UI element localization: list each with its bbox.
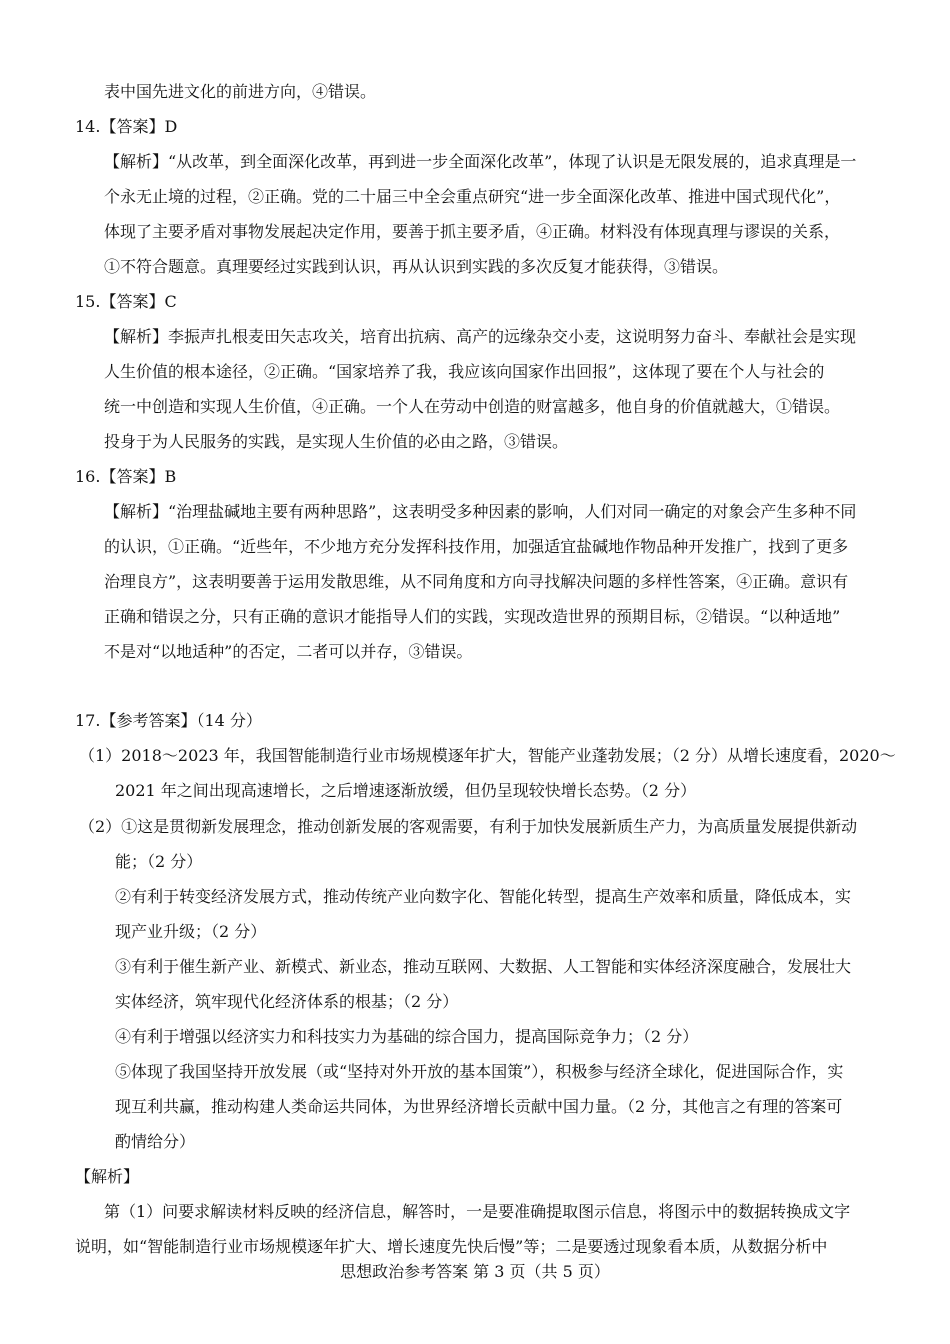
answer-heading-14: 14.【答案】D [75,117,178,136]
text-line: 2021 年之间出现高速增长，之后增速逐渐放缓，但仍呈现较快增长态势。（2 分） [115,781,697,800]
text-line: ①不符合题意。真理要经过实践到认识，再从认识到实践的多次反复才能获得，③错误。 [104,257,729,276]
text-line: 现产业升级；（2 分） [115,922,267,941]
text-line: 第（1）问要求解读材料反映的经济信息，解答时，一是要准确提取图示信息，将图示中的数据转换成文字 [104,1202,851,1221]
answer-heading-16: 16.【答案】B [75,467,177,486]
text-line: ③有利于催生新产业、新模式、新业态，推动互联网、大数据、人工智能和实体经济深度融合，发展壮大 [115,957,852,976]
text-line: 酌情给分） [115,1132,196,1151]
text-line: 不是对“以地适种”的否定，二者可以并存，③错误。 [104,642,473,661]
text-line: 表中国先进文化的前进方向，④错误。 [104,82,377,101]
text-line: （1）2018～2023 年，我国智能制造行业市场规模逐年扩大，智能产业蓬勃发展；（2 分）从增长速度看，2020～ [79,746,896,765]
text-line: 【解析】“治理盐碱地主要有两种思路”，这表明受多种因素的影响，人们对同一确定的对象会产生多种不同 [104,502,857,521]
text-line: 现互利共赢，推动构建人类命运共同体，为世界经济增长贡献中国力量。（2 分，其他言之有理的答案可 [115,1097,843,1116]
text-line: 实体经济，筑牢现代化经济体系的根基；（2 分） [115,992,459,1011]
text-line: （2）①这是贯彻新发展理念，推动创新发展的客观需要，有利于加快发展新质生产力，为高质量发展提供新动 [79,817,858,836]
answer-heading-15: 15.【答案】C [75,292,177,311]
text-line: 统一中创造和实现人生价值，④正确。一个人在劳动中创造的财富越多，他自身的价值就越大，①错误。 [104,397,841,416]
text-line: 说明，如“智能制造行业市场规模逐年扩大、增长速度先快后慢”等；二是要透过现象看本质，从数据分析中 [75,1237,828,1256]
page-footer: 思想政治参考答案 第 3 页（共 5 页） [340,1262,610,1281]
text-line: 的认识，①正确。“近些年，不少地方充分发挥科技作用，加强适宜盐碱地作物品种开发推广，找到了更多 [104,537,849,556]
analysis-heading: 【解析】 [75,1167,140,1186]
text-line: 【解析】李振声扎根麦田矢志攻关，培育出抗病、高产的远缘杂交小麦，这说明努力奋斗、奉献社会是实现 [104,327,857,346]
text-line: 【解析】“从改革，到全面深化改革，再到进一步全面深化改革”，体现了认识是无限发展的，追求真理是一 [104,152,857,171]
text-line: ④有利于增强以经济实力和科技实力为基础的综合国力，提高国际竞争力；（2 分） [115,1027,699,1046]
text-line: 体现了主要矛盾对事物发展起决定作用，要善于抓主要矛盾，④正确。材料没有体现真理与谬误的关系， [104,222,841,241]
text-line: ⑤体现了我国坚持开放发展（或“坚持对外开放的基本国策”），积极参与经济全球化，促进国际合作，实 [115,1062,844,1081]
text-line: 个永无止境的过程，②正确。党的二十届三中全会重点研究“进一步全面深化改革、推进中国式现代化”， [104,187,841,206]
text-line: 正确和错误之分，只有正确的意识才能指导人们的实践，实现改造世界的预期目标，②错误。“以种适地” [104,607,841,626]
answer-heading-17: 17.【参考答案】（14 分） [75,711,262,730]
text-line: 治理良方”，这表明要善于运用发散思维，从不同角度和方向寻找解决问题的多样性答案，④正确。意识有 [104,572,849,591]
text-line: 人生价值的根本途径，②正确。“国家培养了我，我应该向国家作出回报”，这体现了要在个人与社会的 [104,362,825,381]
text-line: 投身于为人民服务的实践，是实现人生价值的必由之路，③错误。 [104,432,569,451]
text-line: ②有利于转变经济发展方式，推动传统产业向数字化、智能化转型，提高生产效率和质量，降低成本，实 [115,887,852,906]
text-line: 能；（2 分） [115,852,203,871]
